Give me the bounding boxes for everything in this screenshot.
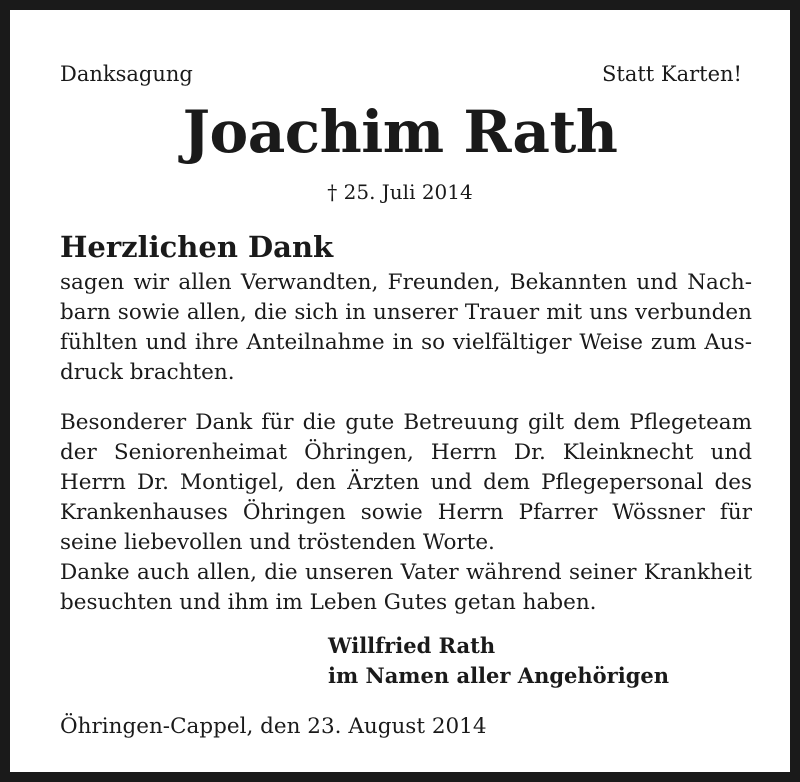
place-date: Öhringen-Cappel, den 23. August 2014: [60, 714, 487, 739]
paragraph2-line: Besonderer Dank für die gute Betreuung gilt dem Pflegeteam: [60, 410, 752, 435]
paragraph2-line: besuchten und ihm im Leben Gutes getan haben.: [60, 590, 597, 615]
paragraph1-line: sagen wir allen Verwandten, Freunden, Bekannten und Nach-: [60, 270, 752, 295]
paragraph2-line: Danke auch allen, die unseren Vater während seiner Krankheit: [60, 560, 752, 585]
paragraph2-line: Herrn Dr. Montigel, den Ärzten und dem Pflegepersonal des: [60, 470, 752, 495]
paragraph2-line: Krankenhauses Öhringen sowie Herrn Pfarrer Wössner für: [60, 500, 752, 525]
paragraph1-line: fühlten und ihre Anteilnahme in so vielfältiger Weise zum Aus-: [60, 330, 752, 355]
header-danksagung: Danksagung: [60, 62, 193, 86]
deceased-name: Joachim Rath: [182, 98, 618, 166]
signature-line: im Namen aller Angehörigen: [328, 663, 670, 688]
paragraph2-line: der Seniorenheimat Öhringen, Herrn Dr. Kleinknecht und: [60, 440, 752, 465]
signature-name: Willfried Rath: [328, 633, 496, 658]
thanks-heading: Herzlichen Dank: [60, 230, 334, 264]
header-statt-karten: Statt Karten!: [602, 62, 742, 86]
paragraph1-line: barn sowie allen, die sich in unserer Trauer mit uns verbunden: [60, 300, 752, 325]
paragraph2-line: seine liebevollen und tröstenden Worte.: [60, 530, 495, 555]
paragraph1-line: druck brachten.: [60, 360, 235, 385]
death-date: † 25. Juli 2014: [327, 180, 473, 204]
